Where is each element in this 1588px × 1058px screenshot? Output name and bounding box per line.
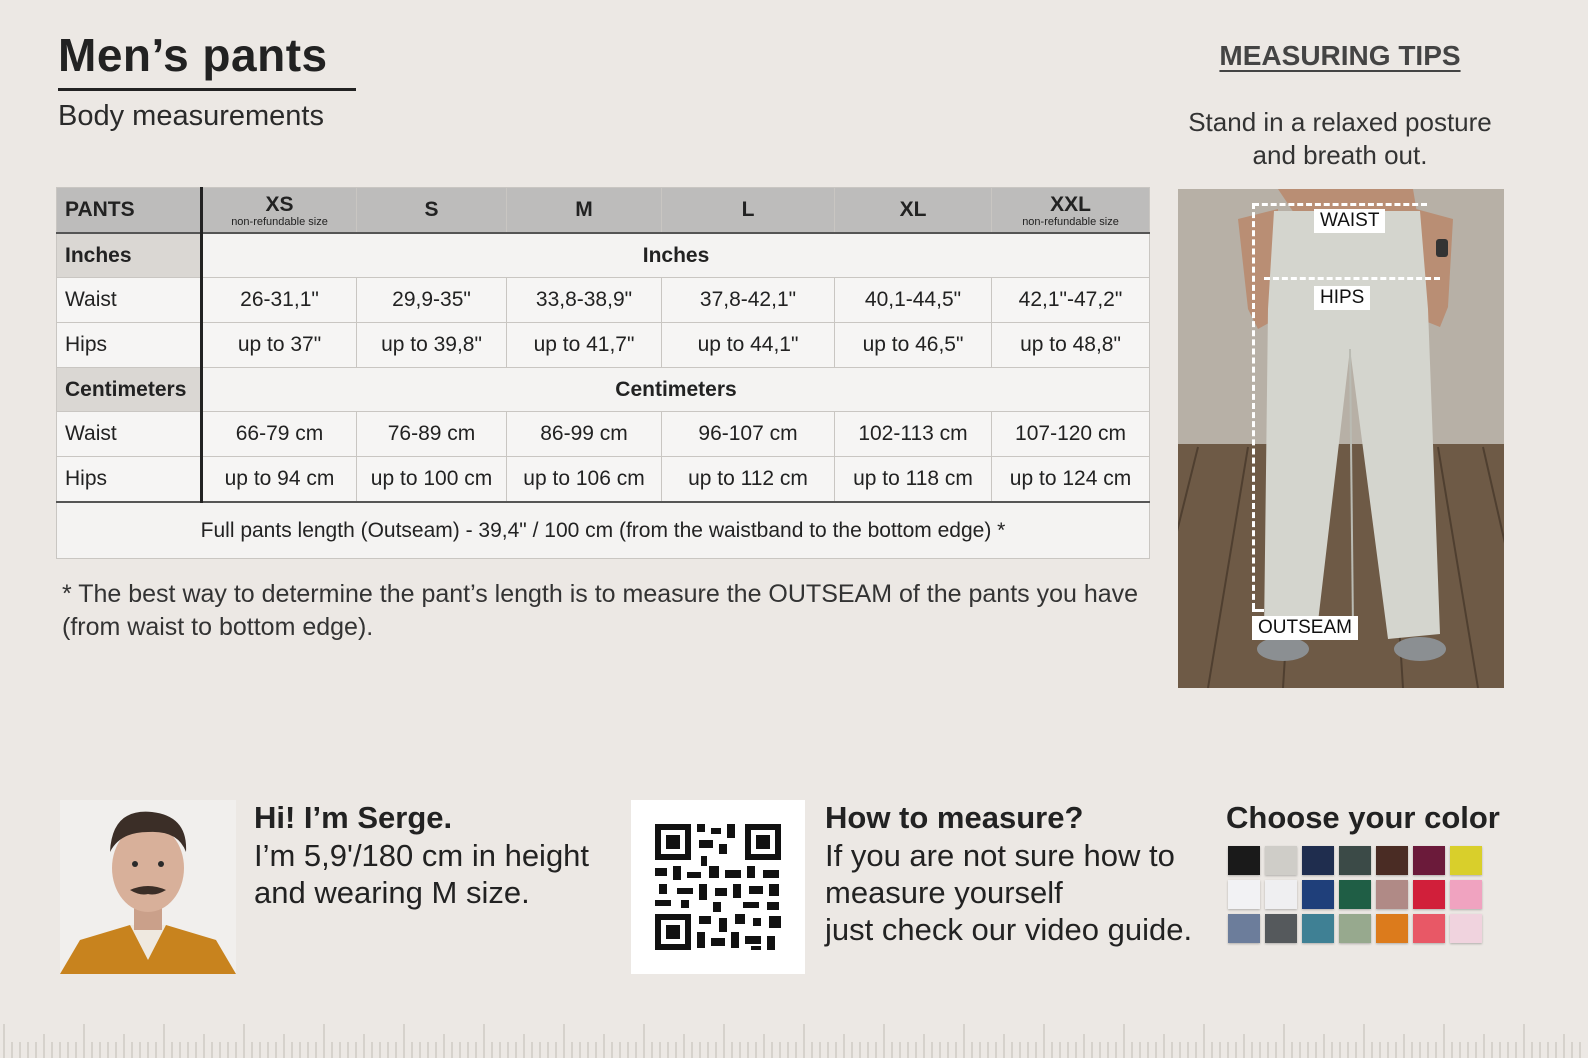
row-label-hips: Hips — [57, 457, 202, 503]
how-to-measure-line: If you are not sure how to — [825, 838, 1175, 873]
how-to-measure-line: measure yourself — [825, 875, 1063, 910]
avatar — [60, 800, 236, 974]
size-header-xs — [202, 188, 357, 234]
measuring-tips-title: MEASURING TIPS — [1219, 40, 1461, 71]
color-swatch[interactable] — [1376, 846, 1408, 875]
table-cell: up to 112 cm — [662, 457, 835, 503]
table-cell: up to 41,7" — [507, 323, 662, 368]
pants-illustration — [1178, 189, 1504, 688]
table-row — [57, 412, 1150, 457]
table-cell: up to 39,8" — [357, 323, 507, 368]
color-swatch-grid — [1228, 846, 1486, 943]
ruler-decoration — [0, 996, 1588, 1058]
color-swatch[interactable] — [1265, 880, 1297, 909]
measuring-photo — [1178, 189, 1504, 688]
video-guide-qr-code[interactable] — [631, 800, 805, 974]
color-picker-title: Choose your color — [1226, 800, 1500, 835]
size-note: non-refundable size — [1022, 215, 1119, 228]
table-cell: up to 46,5" — [835, 323, 992, 368]
size-label: S — [424, 198, 439, 221]
page-title: Men’s pants — [58, 29, 328, 81]
color-swatch[interactable] — [1413, 846, 1445, 875]
model-height: I’m 5,9'/180 cm in height — [254, 838, 590, 873]
color-swatch[interactable] — [1265, 846, 1297, 875]
table-row — [57, 457, 1150, 503]
outseam-footnote: * The best way to determine the pant’s length is to measure the OUTSEAM of the pants you have (from waist to bottom edge). — [62, 580, 1139, 641]
row-label-waist: Waist — [57, 278, 202, 323]
color-swatch[interactable] — [1302, 846, 1334, 875]
table-row — [57, 323, 1150, 368]
table-cell: 42,1"-47,2" — [992, 278, 1150, 323]
color-swatch[interactable] — [1302, 880, 1334, 909]
size-label: L — [741, 198, 755, 221]
hips-guide — [1264, 277, 1440, 280]
table-cell: 102-113 cm — [835, 412, 992, 457]
size-note: non-refundable size — [231, 215, 328, 228]
hips-tag: HIPS — [1314, 286, 1370, 310]
model-portrait — [60, 800, 236, 974]
color-swatch[interactable] — [1339, 880, 1371, 909]
color-swatch[interactable] — [1302, 914, 1334, 943]
table-footer-row — [57, 502, 1150, 559]
table-cell: 107-120 cm — [992, 412, 1150, 457]
table-cell: up to 37" — [202, 323, 357, 368]
table-cell: up to 44,1" — [662, 323, 835, 368]
outseam-length-note: Full pants length (Outseam) - 39,4" / 100 cm (from the waistband to the bottom edge) * — [57, 502, 1150, 559]
size-label: XXL — [1050, 192, 1091, 216]
size-label: XS — [265, 192, 294, 216]
color-swatch[interactable] — [1228, 880, 1260, 909]
size-label: XL — [899, 198, 927, 221]
color-swatch[interactable] — [1339, 914, 1371, 943]
table-cell: 33,8-38,9" — [507, 278, 662, 323]
table-cell: 26-31,1" — [202, 278, 357, 323]
table-cell: 29,9-35" — [357, 278, 507, 323]
size-header-xxl — [992, 188, 1150, 234]
qr-code-icon — [631, 800, 805, 974]
size-header-m — [507, 188, 662, 234]
size-label: M — [575, 198, 593, 221]
table-row — [57, 278, 1150, 323]
title-underline — [58, 88, 356, 91]
outseam-bottom-guide — [1252, 609, 1264, 612]
waist-guide — [1253, 203, 1427, 206]
outseam-guide — [1252, 203, 1255, 609]
size-header-s — [357, 188, 507, 234]
model-greeting: Hi! I’m Serge. — [254, 800, 453, 835]
table-cell: 66-79 cm — [202, 412, 357, 457]
color-swatch[interactable] — [1339, 846, 1371, 875]
row-label-inches: Inches — [57, 233, 202, 278]
table-cell: 37,8-42,1" — [662, 278, 835, 323]
table-cell: up to 124 cm — [992, 457, 1150, 503]
table-cell: up to 100 cm — [357, 457, 507, 503]
color-swatch[interactable] — [1376, 880, 1408, 909]
inches-section-header: Inches — [202, 233, 1150, 278]
color-swatch[interactable] — [1265, 914, 1297, 943]
how-to-measure-title: How to measure? — [825, 800, 1084, 835]
size-header-l — [662, 188, 835, 234]
centimeters-section-header: Centimeters — [202, 368, 1150, 412]
table-cell: up to 106 cm — [507, 457, 662, 503]
measuring-tips-text: Stand in a relaxed posture and breath out. — [1188, 107, 1492, 170]
table-cell: 40,1-44,5" — [835, 278, 992, 323]
table-cell: up to 48,8" — [992, 323, 1150, 368]
row-label-centimeters: Centimeters — [57, 368, 202, 412]
color-swatch[interactable] — [1228, 846, 1260, 875]
waist-tag: WAIST — [1314, 209, 1385, 233]
color-swatch[interactable] — [1450, 914, 1482, 943]
color-swatch[interactable] — [1450, 880, 1482, 909]
color-swatch[interactable] — [1228, 914, 1260, 943]
color-swatch[interactable] — [1450, 846, 1482, 875]
size-chart-table — [56, 187, 1150, 559]
table-cell: 86-99 cm — [507, 412, 662, 457]
model-size: and wearing M size. — [254, 875, 530, 910]
row-label-waist: Waist — [57, 412, 202, 457]
table-cell: 76-89 cm — [357, 412, 507, 457]
size-header-xl — [835, 188, 992, 234]
table-cell: 96-107 cm — [662, 412, 835, 457]
how-to-measure-line: just check our video guide. — [825, 912, 1193, 947]
page-subtitle: Body measurements — [58, 100, 324, 132]
color-swatch[interactable] — [1413, 880, 1445, 909]
size-header-row — [57, 188, 1150, 234]
row-label-hips: Hips — [57, 323, 202, 368]
table-cell: up to 94 cm — [202, 457, 357, 503]
color-swatch[interactable] — [1376, 914, 1408, 943]
centimeters-section-row — [57, 368, 1150, 412]
inches-section-row — [57, 233, 1150, 278]
color-swatch[interactable] — [1413, 914, 1445, 943]
table-corner-label: PANTS — [57, 188, 202, 234]
table-cell: up to 118 cm — [835, 457, 992, 503]
outseam-tag: OUTSEAM — [1252, 616, 1358, 640]
